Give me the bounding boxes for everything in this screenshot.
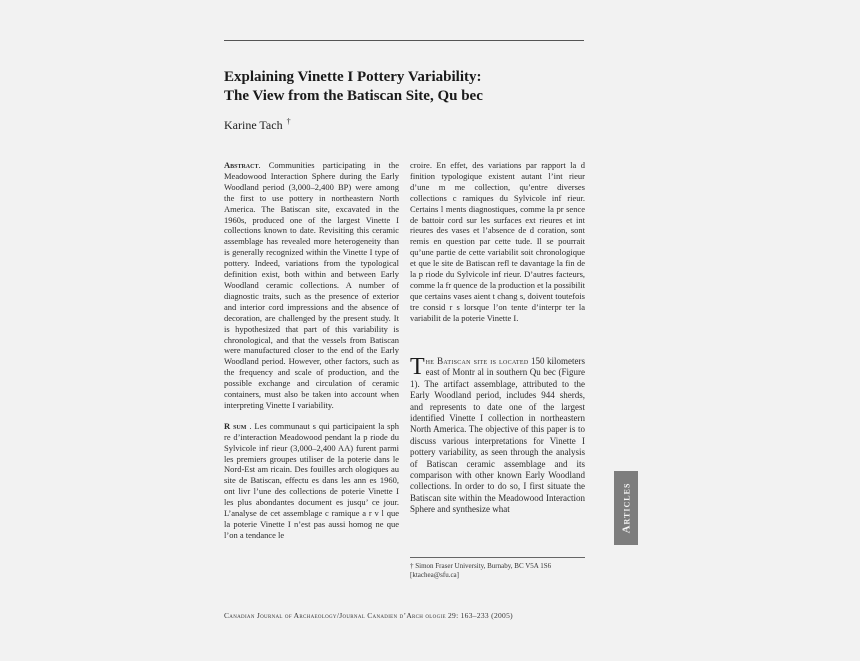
- abstract-text: . Communities participating in the Meadowood Interaction Sphere during the Early Woodland period (3,000–2,400 BP) were among the first to use pottery in northeastern North America. The Batiscan site, excavated in the 1960s, produced one of the largest Vinette I collections known to date. Revisiting this ceramic assemblage has revealed more heterogeneity than is generally recognized within the Vinette I type of pottery. Indeed, variations from the typological definition exist, both within and between Early Woodland ceramic collections. A number of diagnostic traits, such as the presence of exterior and interior cord impressions and the absence of decoration, are challenged by the present study. It is hypothesized that part of this variability is chronological, and that the vessels from Batiscan were manufactured closer to the end of the Early Woodland period. However, other factors, such as the frequency and scale of production, and the possible exchange and circulation of ceramic containers, must also be taken into account when interpreting Vinette I variability.: [224, 160, 399, 410]
- articles-side-tab: [614, 471, 638, 545]
- resume-continued: croire. En effet, des variations par rapport la d finition typologique existent autant l’int rieur d’une m me collection, qu’entre diverses collections c ramiques du Sylvicole inf rieur. Certains l ments diagnostiques, comme la pr sence de battoir cord sur les surfaces ext rieures et int rieures des vases et l’absence de d coration, sont remis en question par cette tude. Il se pourrait qu’une partie de cette variabilit soit chronologique et que le site de Batiscan refl te davantage la fin de la p riode du Sylvicole inf rieur. D’autres facteurs, comme la fr quence de la production et la possibilit que certains vases aient t chang s, doivent toutefois tre consid r s lorsque l’on tente d’interpr ter la variabilit de la poterie Vinette I.: [410, 160, 585, 323]
- resume-paragraph: [224, 421, 399, 541]
- author-name: Karine Tach: [224, 118, 283, 132]
- title-line-1: Explaining Vinette I Pottery Variability:: [224, 69, 482, 85]
- side-tab-label: Articles: [620, 482, 633, 534]
- left-column: [224, 160, 399, 541]
- footnote: † Simon Fraser University, Burnaby, BC V5A 1S6 [ktachea@sfu.ca]: [410, 562, 552, 579]
- title-line-2: The View from the Batiscan Site, Qu bec: [224, 88, 483, 104]
- journal-footer: Canadian Journal of Archaeology/Journal Canadien d’Arch ologie 29: 163–233 (2005): [224, 611, 513, 620]
- intro-paragraph: [410, 356, 585, 516]
- top-rule: [224, 40, 584, 41]
- resume-text: . Les communaut s qui participaient la sph re d’interaction Meadowood pendant la p riode du Sylvicole inf rieur (3,000–2,400 AA) furent parmi les premiers groupes utiliser de la poterie dans le Nord-Est am ricain. Des fouilles arch ologiques au site de Batiscan, effectu es dans les ann es 1960, ont livr l’une des collections de poterie Vinette I les plus abondantes document es jusqu’ ce jour. L’analyse de cet assemblage c ramique a r v l que la poterie Vinette I n’est pas aussi homog ne que l’on a tendance le: [224, 420, 399, 540]
- resume-label: R sum: [224, 420, 247, 431]
- article-title: [224, 68, 604, 106]
- abstract-paragraph: [224, 160, 399, 411]
- right-column: [410, 160, 585, 324]
- author-footnote-mark: †: [286, 117, 291, 126]
- footnote-rule: [410, 557, 585, 558]
- intro-text: 150 kilometers east of Montr al in southern Qu bec (Figure 1). The artifact assemblage, attributed to the Early Woodland period, includes 944 sherds, and represents to date one of the largest identified Vinette I collection in northeastern North America. The objective of this paper is to discuss various interpretations for Vinette I pottery variability, as seen through the analysis of Batiscan ceramic assemblage and its comparison with other known Early Woodland collections. In order to do so, I first situate the Batiscan site within the Meadowood Interaction Sphere and synthesize what: [410, 356, 585, 515]
- author-line: [224, 117, 291, 133]
- drop-cap: T: [410, 354, 425, 380]
- intro-lead: he Batiscan site is located: [425, 356, 529, 366]
- abstract-label: Abstract: [224, 160, 259, 170]
